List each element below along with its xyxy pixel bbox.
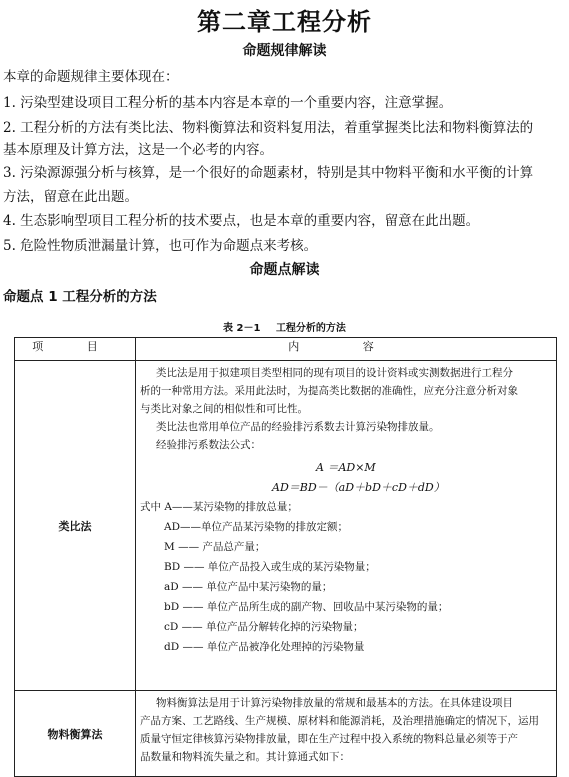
where-line: cD —— 单位产品分解转化掉的污染物量； (164, 621, 364, 633)
content-line: 类比法也常用单位产品的经验排污系数去计算污染物排放量。 (156, 421, 440, 433)
section-heading-rules: 命题规律解读 (242, 43, 327, 59)
column-header-content: 内 容 (136, 338, 557, 361)
point-heading: 命题点 1 工程分析的方法 (3, 289, 157, 305)
table-caption-number: 表 2－1 (223, 323, 261, 334)
column-header-item: 项 目 (15, 338, 136, 361)
where-line: BD —— 单位产品投入或生成的某污染物量； (164, 561, 376, 573)
rule-item: 3. 污染源源强分析与核算，是一个很好的命题素材，特别是其中物料平衡和水平衡的计算 (3, 165, 534, 181)
content-line: 与类比对象之间的相似性和可比性。 (140, 403, 308, 415)
intro-text: 本章的命题规律主要体现在： (3, 69, 179, 85)
content-line: 品数量和物料流失量之和。其计算通式如下： (140, 751, 350, 763)
row-content-analogy (136, 361, 557, 691)
where-line: M —— 产品总产量； (164, 541, 266, 553)
where-line: 式中 A——某污染物的排放总量； (140, 501, 298, 513)
where-line: dD —— 单位产品被净化处理掉的污染物量 (164, 641, 365, 653)
table-caption-title: 工程分析的方法 (275, 323, 346, 334)
formula-line: A ＝AD×M (316, 461, 376, 474)
content-line: 物料衡算法是用于计算污染物排放量的常规和最基本的方法。在具体建设项目 (156, 697, 513, 709)
content-line: 类比法是用于拟建项目类型相同的现有项目的设计资料或实测数据进行工程分 (156, 367, 513, 379)
rule-item: 5. 危险性物质泄漏量计算，也可作为命题点来考核。 (3, 238, 318, 254)
where-line: aD —— 单位产品中某污染物的量； (164, 581, 333, 593)
table-caption (0, 319, 569, 334)
table-row (15, 361, 557, 691)
rule-item: 方法，留意在此出题。 (3, 189, 138, 205)
table-header-row (15, 338, 557, 361)
row-item-material-balance: 物料衡算法 (15, 691, 136, 777)
rule-item: 1. 污染型建设项目工程分析的基本内容是本章的一个重要内容，注意掌握。 (3, 95, 453, 111)
content-line: 经验排污系数法公式： (156, 439, 261, 451)
page-title: 第二章工程分析 (197, 8, 372, 36)
methods-table (14, 337, 557, 777)
row-item-analogy: 类比法 (15, 361, 136, 691)
formula-line: AD＝BD－（aD＋bD＋cD＋dD） (272, 481, 445, 494)
where-line: bD —— 单位产品所生成的副产物、回收品中某污染物的量； (164, 601, 449, 613)
content-line: 质量守恒定律核算污染物排放量，即在生产过程中投入系统的物料总量必须等于产 (140, 733, 518, 745)
section-heading-points: 命题点解读 (249, 262, 320, 278)
where-line: AD——单位产品某污染物的排放定额； (164, 521, 349, 533)
content-line: 析的一种常用方法。采用此法时，为提高类比数据的准确性，应充分注意分析对象 (140, 385, 518, 397)
content-line: 产品方案、工艺路线、生产规模、原材料和能源消耗，及治理措施确定的情况下，运用 (140, 715, 539, 727)
rule-item: 2. 工程分析的方法有类比法、物料衡算法和资料复用法，着重掌握类比法和物料衡算法的 (3, 120, 534, 136)
rule-item: 4. 生态影响型项目工程分析的技术要点，也是本章的重要内容，留意在此出题。 (3, 213, 480, 229)
rule-item: 基本原理及计算方法，这是一个必考的内容。 (3, 142, 273, 158)
table-row (15, 691, 557, 777)
row-content-material-balance (136, 691, 557, 777)
